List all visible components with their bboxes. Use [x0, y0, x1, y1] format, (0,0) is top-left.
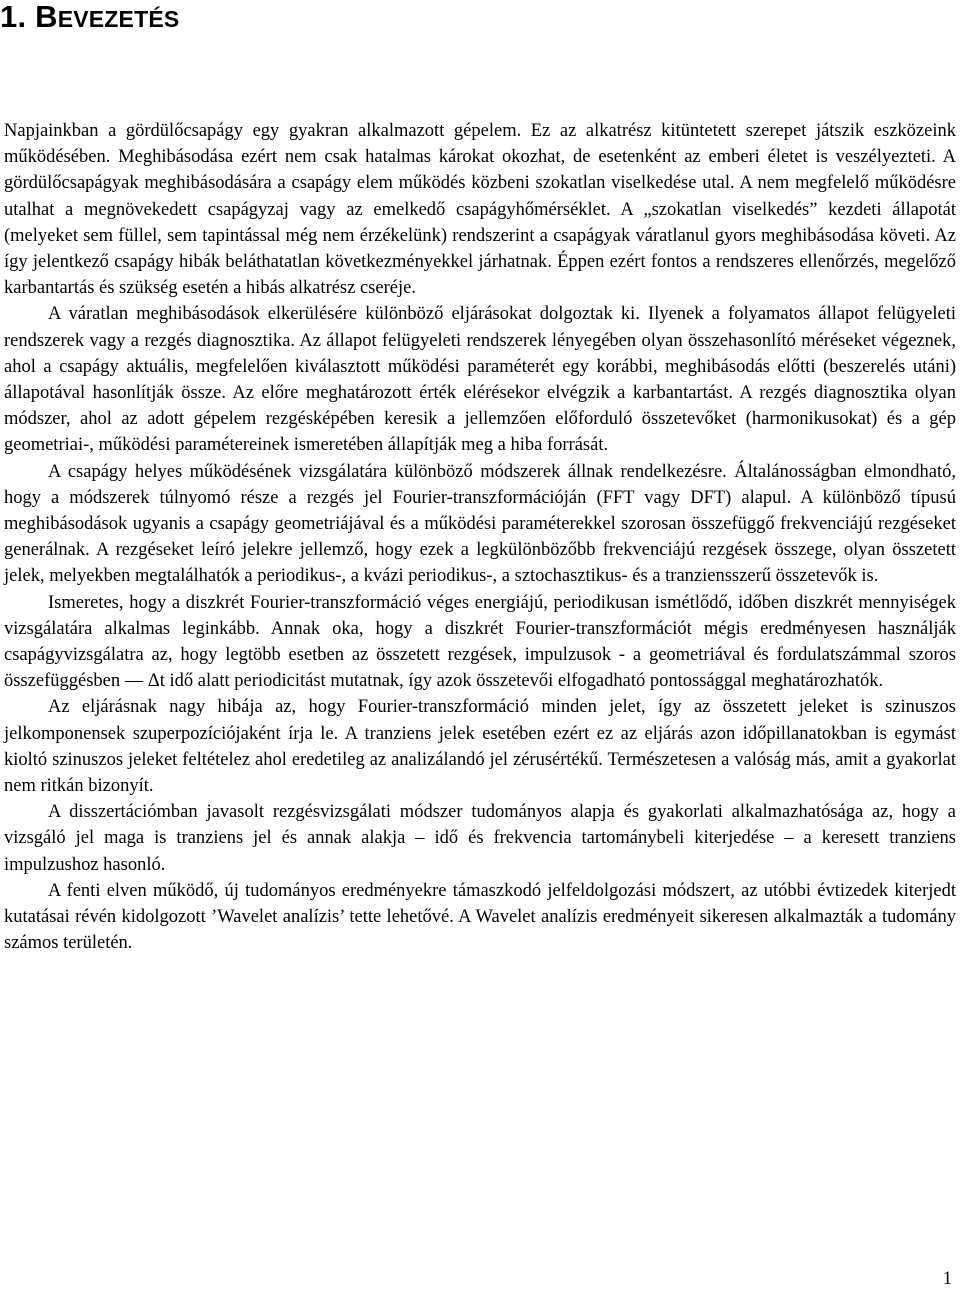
paragraph-3: A csapágy helyes működésének vizsgálatára különböző módszerek állnak rendelkezésre. Általánosságban elmondható, hogy a módszerek túlnyomó része a rezgés jel Fourier-transzformációján (FFT vagy DFT) alapul. A különböző típusú meghibásodások ugyanis a csapágy geometriájával és a működési paraméterekkel szorosan összefüggő frekvenciájú rezgéseket generálnak. A rezgéseket leíró jelekre jellemző, hogy ezek a legkülönbözőbb frekvenciájú rezgések összege, olyan összetett jelek, melyekben megtalálhatók a periodikus-, a kvázi periodikus-, a sztochasztikus- és a tranziensszerű összetevők is. [4, 461, 956, 587]
paragraph-7: A fenti elven működő, új tudományos eredményekre támaszkodó jelfeldolgozási módszert, az utóbbi évtizedek kiterjedt kutatásai révén kidolgozott ’Wavelet analízis’ tette lehetővé. A Wavelet analízis eredményeit sikeresen alkalmazták a tudomány számos területén. [4, 880, 956, 954]
chapter-number: 1. [0, 0, 27, 34]
chapter-body [4, 118, 956, 957]
chapter-title-rest: EVEZETÉS [57, 6, 180, 32]
paragraph-1: Napjainkban a gördülőcsapágy egy gyakran alkalmazott gépelem. Ez az alkatrész kitüntetett szerepet játszik eszközeink működésében. Meghibásodása ezért nem csak hatalmas károkat okozhat, de esetenként az emberi életet is veszélyezteti. A gördülőcsapágyak meghibásodására a csapágy elem működés közbeni szokatlan viselkedése utal. A nem megfelelő működésre utalhat a megnövekedett csapágyzaj vagy az emelkedő csapágyhőmérséklet. A „szokatlan viselkedés” kezdeti állapotát (melyeket sem füllel, sem tapintással még nem érzékelünk) rendszerint a csapágyak váratlanul gyors meghibásodása követi. Az így jelentkező csapágy hibák beláthatatlan következményekkel járhatnak. Éppen ezért fontos a rendszeres ellenőrzés, megelőző karbantartás és szükség esetén a hibás alkatrész cseréje. [4, 121, 956, 299]
chapter-title-initial: B [35, 0, 58, 34]
paragraph-6: A disszertációmban javasolt rezgésvizsgálati módszer tudományos alapja és gyakorlati alkalmazhatósága az, hogy a vizsgáló jel maga is tranziens jel és annak alakja – idő és frekvencia tartománybeli kiterjedése – a keresett tranziens impulzushoz hasonló. [4, 802, 956, 875]
paragraph-4: Ismeretes, hogy a diszkrét Fourier-transzformáció véges energiájú, periodikusan ismétlődő, időben diszkrét mennyiségek vizsgálatára alkalmas leginkább. Annak oka, hogy a diszkrét Fourier-transzformációt mégis eredményesen használják csapágyvizsgálatra az, hogy legtöbb esetben az összetett rezgések, impulzusok - a geometriával és fordulatszámmal szoros összefüggésben — Δt idő alatt periodicitást mutatnak, így azok összetevői elfogadható pontossággal meghatározhatók. [4, 592, 956, 692]
page-number: 1 [942, 1269, 952, 1289]
paragraph-2: A váratlan meghibásodások elkerülésére különböző eljárásokat dolgoztak ki. Ilyenek a folyamatos állapot felügyeleti rendszerek vagy a rezgés diagnosztika. Az állapot felügyeleti rendszerek lényegében olyan összehasonlító méréseket végeznek, ahol a csapágy aktuális, megfelelően kiválasztott működési paraméterét egy korábbi, meghibásodás előtti (beszerelés utáni) állapotával hasonlítják össze. Az előre meghatározott érték elérésekor elvégzik a karbantartást. A rezgés diagnosztika olyan módszer, ahol az adott gépelem rezgésképében keresik a jellemzően előforduló összetevőket (harmonikusokat) és a gép geometriai-, működési paramétereinek ismeretében állapítják meg a hiba forrását. [4, 304, 956, 456]
chapter-heading [0, 0, 179, 36]
paragraph-5: Az eljárásnak nagy hibája az, hogy Fourier-transzformáció minden jelet, így az összetett jeleket is szinuszos jelkomponensek szuperpozíciójaként írja le. A tranziens jelek esetében ezért ez az eljárás azon időpillanatokban is egymást kioltó szinuszos jeleket feltételez ahol eredetileg az analizálandó jel zérusértékű. Természetesen a valóság más, amit a gyakorlat nem ritkán bizonyít. [4, 697, 956, 797]
